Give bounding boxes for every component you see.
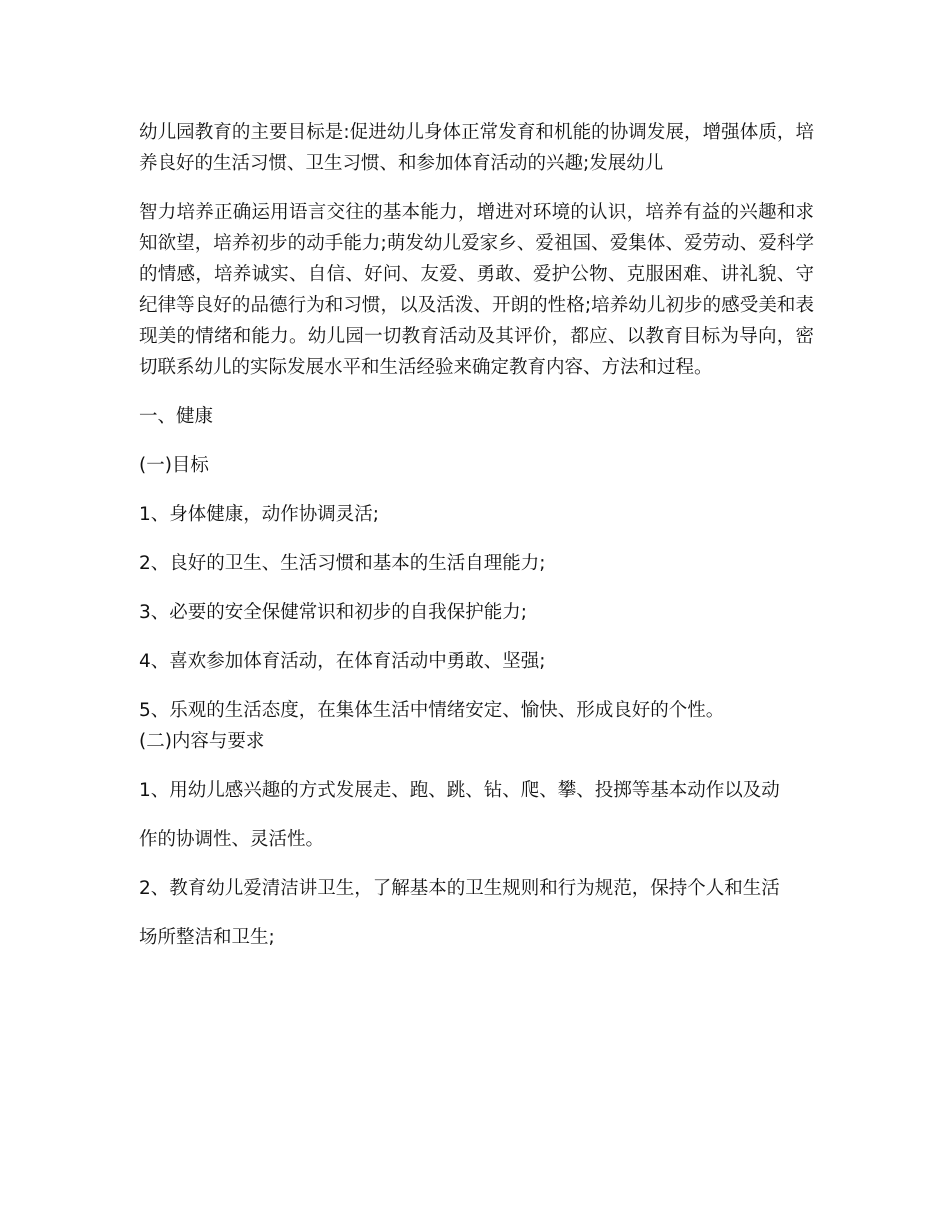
goal-item-3: 3、必要的安全保健常识和初步的自我保护能力; xyxy=(139,602,528,623)
document-body xyxy=(139,117,814,971)
subheading-content-requirements: (二)内容与要求 xyxy=(139,731,265,752)
goal-item-2: 2、良好的卫生、生活习惯和基本的生活自理能力; xyxy=(139,553,546,574)
requirement-item-2: 2、教育幼儿爱清洁讲卫生，了解基本的卫生规则和行为规范，保持个人和生活 xyxy=(139,878,780,899)
goal-item-4: 4、喜欢参加体育活动，在体育活动中勇敢、坚强; xyxy=(139,651,546,672)
requirement-item-2-continued: 场所整洁和卫生; xyxy=(139,927,275,948)
goal-item-5: 5、乐观的生活态度，在集体生活中情绪安定、愉快、形成良好的个性。 xyxy=(139,700,725,721)
goals-paragraph: 智力培养正确运用语言交往的基本能力，增进对环境的认识，培养有益的兴趣和求知欲望，培养初步的动手能力;萌发幼儿爱家乡、爱祖国、爱集体、爱劳动、爱科学的情感，培养诚实、自信、好问、友爱、勇敢、爱护公物、克服困难、讲礼貌、守纪律等良好的品德行为和习惯，以及活泼、开朗的性格;培养幼儿初步的感受美和表现美的情绪和能力。幼儿园一切教育活动及其评价，都应、以教育目标为导向，密切联系幼儿的实际发展水平和生活经验来确定教育内容、方法和过程。 xyxy=(139,202,814,378)
section-heading-health: 一、健康 xyxy=(139,406,214,427)
subheading-goals: (一)目标 xyxy=(139,455,209,476)
intro-paragraph: 幼儿园教育的主要目标是:促进幼儿身体正常发育和机能的协调发展，增强体质，培养良好的生活习惯、卫生习惯、和参加体育活动的兴趣;发展幼儿 xyxy=(139,122,814,174)
requirement-item-1-continued: 作的协调性、灵活性。 xyxy=(139,829,325,850)
goal-item-1: 1、身体健康，动作协调灵活; xyxy=(139,504,380,525)
requirement-item-1: 1、用幼儿感兴趣的方式发展走、跑、跳、钻、爬、攀、投掷等基本动作以及动 xyxy=(139,780,780,801)
